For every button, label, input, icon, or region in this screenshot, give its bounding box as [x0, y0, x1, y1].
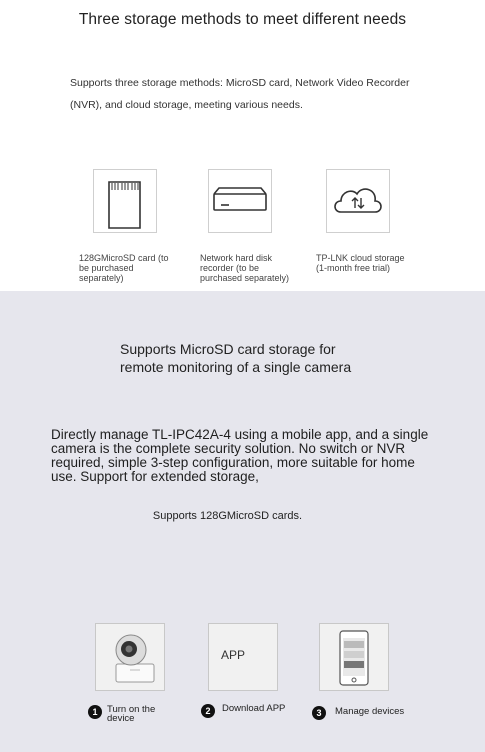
method-label-sd: 128GMicroSD card (to be purchased separately): [79, 253, 169, 283]
step-label-2: Download APP: [222, 703, 286, 714]
step-number-3: 3: [312, 706, 326, 720]
step-label-1: Turn on the device: [107, 704, 156, 724]
nvr-tile: [208, 169, 272, 233]
section2-body: Directly manage TL-IPC42A-4 using a mobile app, and a single camera is the complete security solution. No switch or NVR required, simple 3-step configuration, more suitable for home use. Support for extended storage,: [51, 427, 429, 484]
method-label-cloud: TP-LNK cloud storage (1-month free trial): [316, 253, 405, 273]
step-download-tile: [208, 623, 278, 691]
step-number-2: 2: [201, 704, 215, 718]
sd-card-tile: [93, 169, 157, 233]
step-number-1: 1: [88, 705, 102, 719]
step-turn-on-tile: [95, 623, 165, 691]
section-title: Three storage methods to meet different needs: [78, 11, 407, 28]
phone-app-icon: [320, 624, 388, 690]
cloud-tile: [326, 169, 390, 233]
section2-subtitle: Supports 128GMicroSD cards.: [152, 510, 303, 522]
cloud-upload-download-icon: [327, 170, 389, 232]
method-label-nvr: Network hard disk recorder (to be purchased separately): [200, 253, 290, 283]
section-intro: Supports three storage methods: MicroSD card, Network Video Recorder (NVR), and cloud storage, meeting various needs.: [70, 77, 410, 111]
step-label-3: Manage devices: [335, 706, 405, 717]
app-label: APP: [221, 648, 246, 662]
camera-icon: [96, 624, 164, 690]
nvr-device-icon: [209, 170, 271, 232]
section2-title: Supports MicroSD card storage for remote monitoring of a single camera: [120, 341, 352, 375]
step-manage-tile: [319, 623, 389, 691]
sd-card-icon: [94, 170, 156, 232]
